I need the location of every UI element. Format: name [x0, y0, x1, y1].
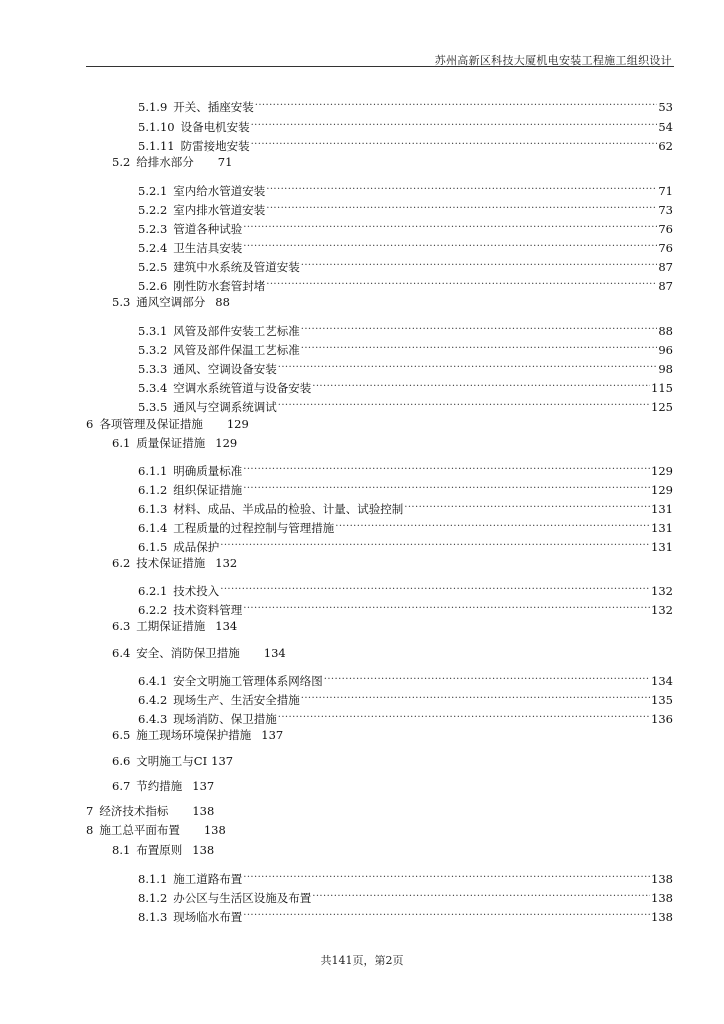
dot-leader [251, 117, 658, 131]
toc-entry-title: 材料、成品、半成品的检验、计量、试验控制 [173, 502, 404, 516]
toc-entry-number: 8.1.2 [138, 891, 168, 905]
toc-entry-number: 6.4.3 [138, 712, 168, 726]
toc-entry-title: 刚性防水套管封堵 [173, 279, 266, 293]
toc-entry[interactable] [138, 537, 673, 554]
toc-entry-title: 风管及部件安装工艺标准 [173, 324, 300, 338]
toc-entry[interactable] [138, 397, 673, 414]
toc-entry-page: 134 [215, 619, 238, 633]
toc-entry-title: 施工总平面布置 [99, 823, 180, 837]
dot-leader [335, 518, 650, 532]
toc-entry-number: 6.2.2 [138, 603, 168, 617]
toc-entry-page: 129 [226, 417, 249, 431]
dot-leader [243, 238, 657, 252]
toc-entry-number: 6.6 [112, 754, 131, 768]
toc-entry-title: 室内给水管道安装 [173, 184, 266, 198]
toc-entry-title: 施工现场环境保护措施 [136, 728, 252, 742]
toc-entry-number: 5.2.6 [138, 279, 168, 293]
toc-entry-page: 138 [203, 823, 226, 837]
page-footer: 共141页，第2页 [320, 954, 404, 967]
toc-entry-number: 5.2.1 [138, 184, 168, 198]
toc-entry-page: 132 [215, 556, 238, 570]
toc-entry[interactable] [112, 155, 232, 169]
toc-entry[interactable] [138, 97, 673, 114]
toc-entry-title: 防雷接地安装 [180, 139, 250, 153]
toc-entry[interactable] [112, 556, 237, 570]
toc-entry-number: 6.2.1 [138, 584, 168, 598]
toc-entry-number: 6.1.2 [138, 483, 168, 497]
toc-entry[interactable] [138, 276, 673, 293]
dot-leader [220, 581, 650, 595]
toc-entry-page: 96 [658, 343, 673, 357]
toc-entry-number: 5.1.11 [138, 139, 175, 153]
toc-entry-title: 节约措施 [136, 779, 183, 793]
toc-entry-number: 5.3.2 [138, 343, 168, 357]
toc-entry-title: 开关、插座安装 [173, 100, 254, 114]
toc-entry-number: 5.1.9 [138, 100, 168, 114]
toc-entry[interactable] [138, 869, 673, 886]
toc-entry-number: 5.3.5 [138, 400, 168, 414]
toc-entry[interactable] [138, 581, 673, 598]
toc-entry-number: 5.2 [112, 155, 131, 169]
toc-entry[interactable] [112, 728, 283, 742]
toc-entry-title: 经济技术指标 [99, 804, 169, 818]
toc-entry-page: 137 [211, 754, 234, 768]
toc-entry-title: 现场生产、生活安全措施 [173, 693, 300, 707]
toc-entry-page: 129 [215, 436, 238, 450]
dot-leader [324, 671, 650, 685]
toc-entry-number: 5.2.4 [138, 241, 168, 255]
toc-entry-page: 125 [651, 400, 673, 414]
toc-entry-number: 6.4 [112, 646, 131, 660]
toc-entry-title: 各项管理及保证措施 [99, 417, 203, 431]
toc-entry-number: 5.1.10 [138, 120, 175, 134]
toc-entry-number: 6 [86, 417, 94, 431]
toc-entry-number: 6.7 [112, 779, 131, 793]
toc-entry-number: 5.2.5 [138, 260, 168, 274]
dot-leader [312, 378, 650, 392]
header-rule [86, 66, 674, 67]
toc-entry[interactable] [138, 340, 673, 357]
toc-entry-number: 5.3.1 [138, 324, 168, 338]
toc-entry-page: 138 [651, 910, 673, 924]
toc-entry-title: 技术保证措施 [136, 556, 206, 570]
toc-entry-page: 132 [651, 584, 673, 598]
toc-entry[interactable] [138, 321, 673, 338]
toc-entry-title: 质量保证措施 [136, 436, 206, 450]
toc-entry-page: 131 [651, 502, 673, 516]
toc-entry[interactable] [138, 480, 673, 497]
toc-entry-page: 138 [192, 804, 215, 818]
toc-entry-title: 现场消防、保卫措施 [173, 712, 277, 726]
toc-entry-page: 71 [217, 155, 233, 169]
toc-entry[interactable] [112, 843, 214, 857]
toc-entry-number: 8.1 [112, 843, 131, 857]
toc-entry-page: 76 [658, 241, 673, 255]
toc-entry-title: 设备电机安装 [180, 120, 250, 134]
toc-entry-page: 71 [658, 184, 673, 198]
toc-entry-title: 明确质量标准 [173, 464, 243, 478]
running-header-title: 苏州高新区科技大厦机电安装工程施工组织设计 [434, 54, 672, 67]
toc-entry-number: 6.1.5 [138, 540, 168, 554]
dot-leader [301, 690, 650, 704]
toc-entry[interactable] [138, 378, 673, 395]
toc-entry-title: 通风与空调系统调试 [173, 400, 277, 414]
toc-entry-page: 87 [658, 260, 673, 274]
toc-entry-title: 文明施工与CI [136, 754, 208, 768]
toc-entry[interactable] [138, 671, 673, 688]
toc-entry-title: 技术投入 [173, 584, 220, 598]
toc-entry[interactable] [138, 359, 673, 376]
dot-leader [266, 181, 657, 195]
toc-entry-number: 5.3.3 [138, 362, 168, 376]
toc-entry-page: 54 [658, 120, 673, 134]
dot-leader [301, 340, 658, 354]
toc-entry-title: 空调水系统管道与设备安装 [173, 381, 312, 395]
toc-entry[interactable] [138, 257, 673, 274]
toc-entry-page: 115 [651, 381, 673, 395]
toc-entry-page: 134 [263, 646, 286, 660]
toc-entry-title: 卫生洁具安装 [173, 241, 243, 255]
toc-entry-title: 组织保证措施 [173, 483, 243, 497]
toc-entry-page: 138 [651, 872, 673, 886]
toc-entry-number: 5.3.4 [138, 381, 168, 395]
toc-entry[interactable] [138, 117, 673, 134]
toc-entry[interactable] [112, 754, 233, 768]
toc-entry[interactable] [138, 709, 673, 726]
toc-entry-number: 6.4.1 [138, 674, 168, 688]
toc-entry-number: 8.1.3 [138, 910, 168, 924]
toc-entry-page: 131 [651, 521, 673, 535]
toc-entry-page: 88 [215, 295, 230, 309]
dot-leader [243, 219, 657, 233]
dot-leader [278, 709, 650, 723]
toc-entry[interactable] [86, 417, 249, 431]
toc-entry-number: 6.1.4 [138, 521, 168, 535]
toc-entry[interactable] [138, 136, 673, 153]
toc-entry[interactable] [138, 181, 673, 198]
toc-entry[interactable] [138, 600, 673, 617]
toc-entry-page: 87 [658, 279, 673, 293]
toc-entry-number: 5.2.3 [138, 222, 168, 236]
toc-entry-title: 室内排水管道安装 [173, 203, 266, 217]
toc-entry-number: 5.3 [112, 295, 131, 309]
toc-entry-title: 通风、空调设备安装 [173, 362, 277, 376]
toc-entry[interactable] [112, 436, 237, 450]
dot-leader [278, 397, 650, 411]
toc-entry-title: 施工道路布置 [173, 872, 243, 886]
toc-entry-page: 98 [658, 362, 673, 376]
toc-entry-page: 134 [651, 674, 673, 688]
dot-leader [243, 461, 650, 475]
toc-entry-title: 管道各种试验 [173, 222, 243, 236]
toc-entry-number: 6.1.3 [138, 502, 168, 516]
toc-entry-number: 8 [86, 823, 94, 837]
toc-entry-page: 88 [658, 324, 673, 338]
dot-leader [312, 888, 650, 902]
toc-entry[interactable] [138, 200, 673, 217]
toc-entry-number: 8.1.1 [138, 872, 168, 886]
toc-entry-number: 5.2.2 [138, 203, 168, 217]
dot-leader [255, 97, 658, 111]
toc-entry[interactable] [138, 499, 673, 516]
toc-entry-title: 工程质量的过程控制与管理措施 [173, 521, 335, 535]
dot-leader [243, 907, 650, 921]
toc-entry-page: 129 [651, 464, 673, 478]
toc-entry[interactable] [86, 823, 226, 837]
dot-leader [243, 869, 650, 883]
toc-entry-number: 7 [86, 804, 94, 818]
toc-entry-page: 137 [192, 779, 215, 793]
toc-entry-title: 给排水部分 [136, 155, 194, 169]
dot-leader [266, 200, 657, 214]
dot-leader [266, 276, 657, 290]
toc-entry-title: 成品保护 [173, 540, 220, 554]
dot-leader [301, 321, 658, 335]
toc-entry-page: 73 [658, 203, 673, 217]
toc-entry-page: 53 [658, 100, 673, 114]
toc-entry-number: 6.1.1 [138, 464, 168, 478]
toc-entry[interactable] [112, 295, 230, 309]
toc-entry-title: 建筑中水系统及管道安装 [173, 260, 300, 274]
toc-entry-title: 办公区与生活区设施及布置 [173, 891, 312, 905]
toc-entry[interactable] [138, 518, 673, 535]
toc-entry-title: 技术资料管理 [173, 603, 243, 617]
toc-entry-number: 6.5 [112, 728, 131, 742]
toc-entry-page: 138 [651, 891, 673, 905]
toc-entry-page: 76 [658, 222, 673, 236]
dot-leader [243, 480, 650, 494]
toc-entry[interactable] [86, 804, 214, 818]
toc-entry-page: 62 [658, 139, 673, 153]
toc-entry-title: 安全文明施工管理体系网络图 [173, 674, 323, 688]
toc-entry[interactable] [138, 461, 673, 478]
toc-entry-number: 6.2 [112, 556, 131, 570]
toc-entry[interactable] [138, 690, 673, 707]
toc-entry-title: 工期保证措施 [136, 619, 206, 633]
toc-entry-number: 6.1 [112, 436, 131, 450]
toc-entry-title: 安全、消防保卫措施 [136, 646, 240, 660]
toc-entry-page: 129 [651, 483, 673, 497]
toc-entry[interactable] [138, 238, 673, 255]
dot-leader [278, 359, 658, 373]
toc-entry-page: 132 [651, 603, 673, 617]
toc-entry-title: 风管及部件保温工艺标准 [173, 343, 300, 357]
dot-leader [243, 600, 650, 614]
dot-leader [404, 499, 650, 513]
toc-entry-page: 138 [192, 843, 215, 857]
toc-entry-title: 布置原则 [136, 843, 183, 857]
toc-entry-title: 现场临水布置 [173, 910, 243, 924]
toc-entry-page: 135 [651, 693, 673, 707]
toc-entry-number: 6.3 [112, 619, 131, 633]
toc-entry-page: 131 [651, 540, 673, 554]
toc-entry-page: 137 [261, 728, 284, 742]
dot-leader [301, 257, 658, 271]
toc-entry[interactable] [138, 219, 673, 236]
toc-entry[interactable] [112, 779, 214, 793]
toc-entry[interactable] [112, 619, 237, 633]
toc-entry[interactable] [138, 907, 673, 924]
toc-entry[interactable] [112, 646, 286, 660]
dot-leader [220, 537, 650, 551]
toc-entry[interactable] [138, 888, 673, 905]
toc-entry-page: 136 [651, 712, 673, 726]
toc-entry-title: 通风空调部分 [136, 295, 206, 309]
dot-leader [251, 136, 658, 150]
toc-entry-number: 6.4.2 [138, 693, 168, 707]
